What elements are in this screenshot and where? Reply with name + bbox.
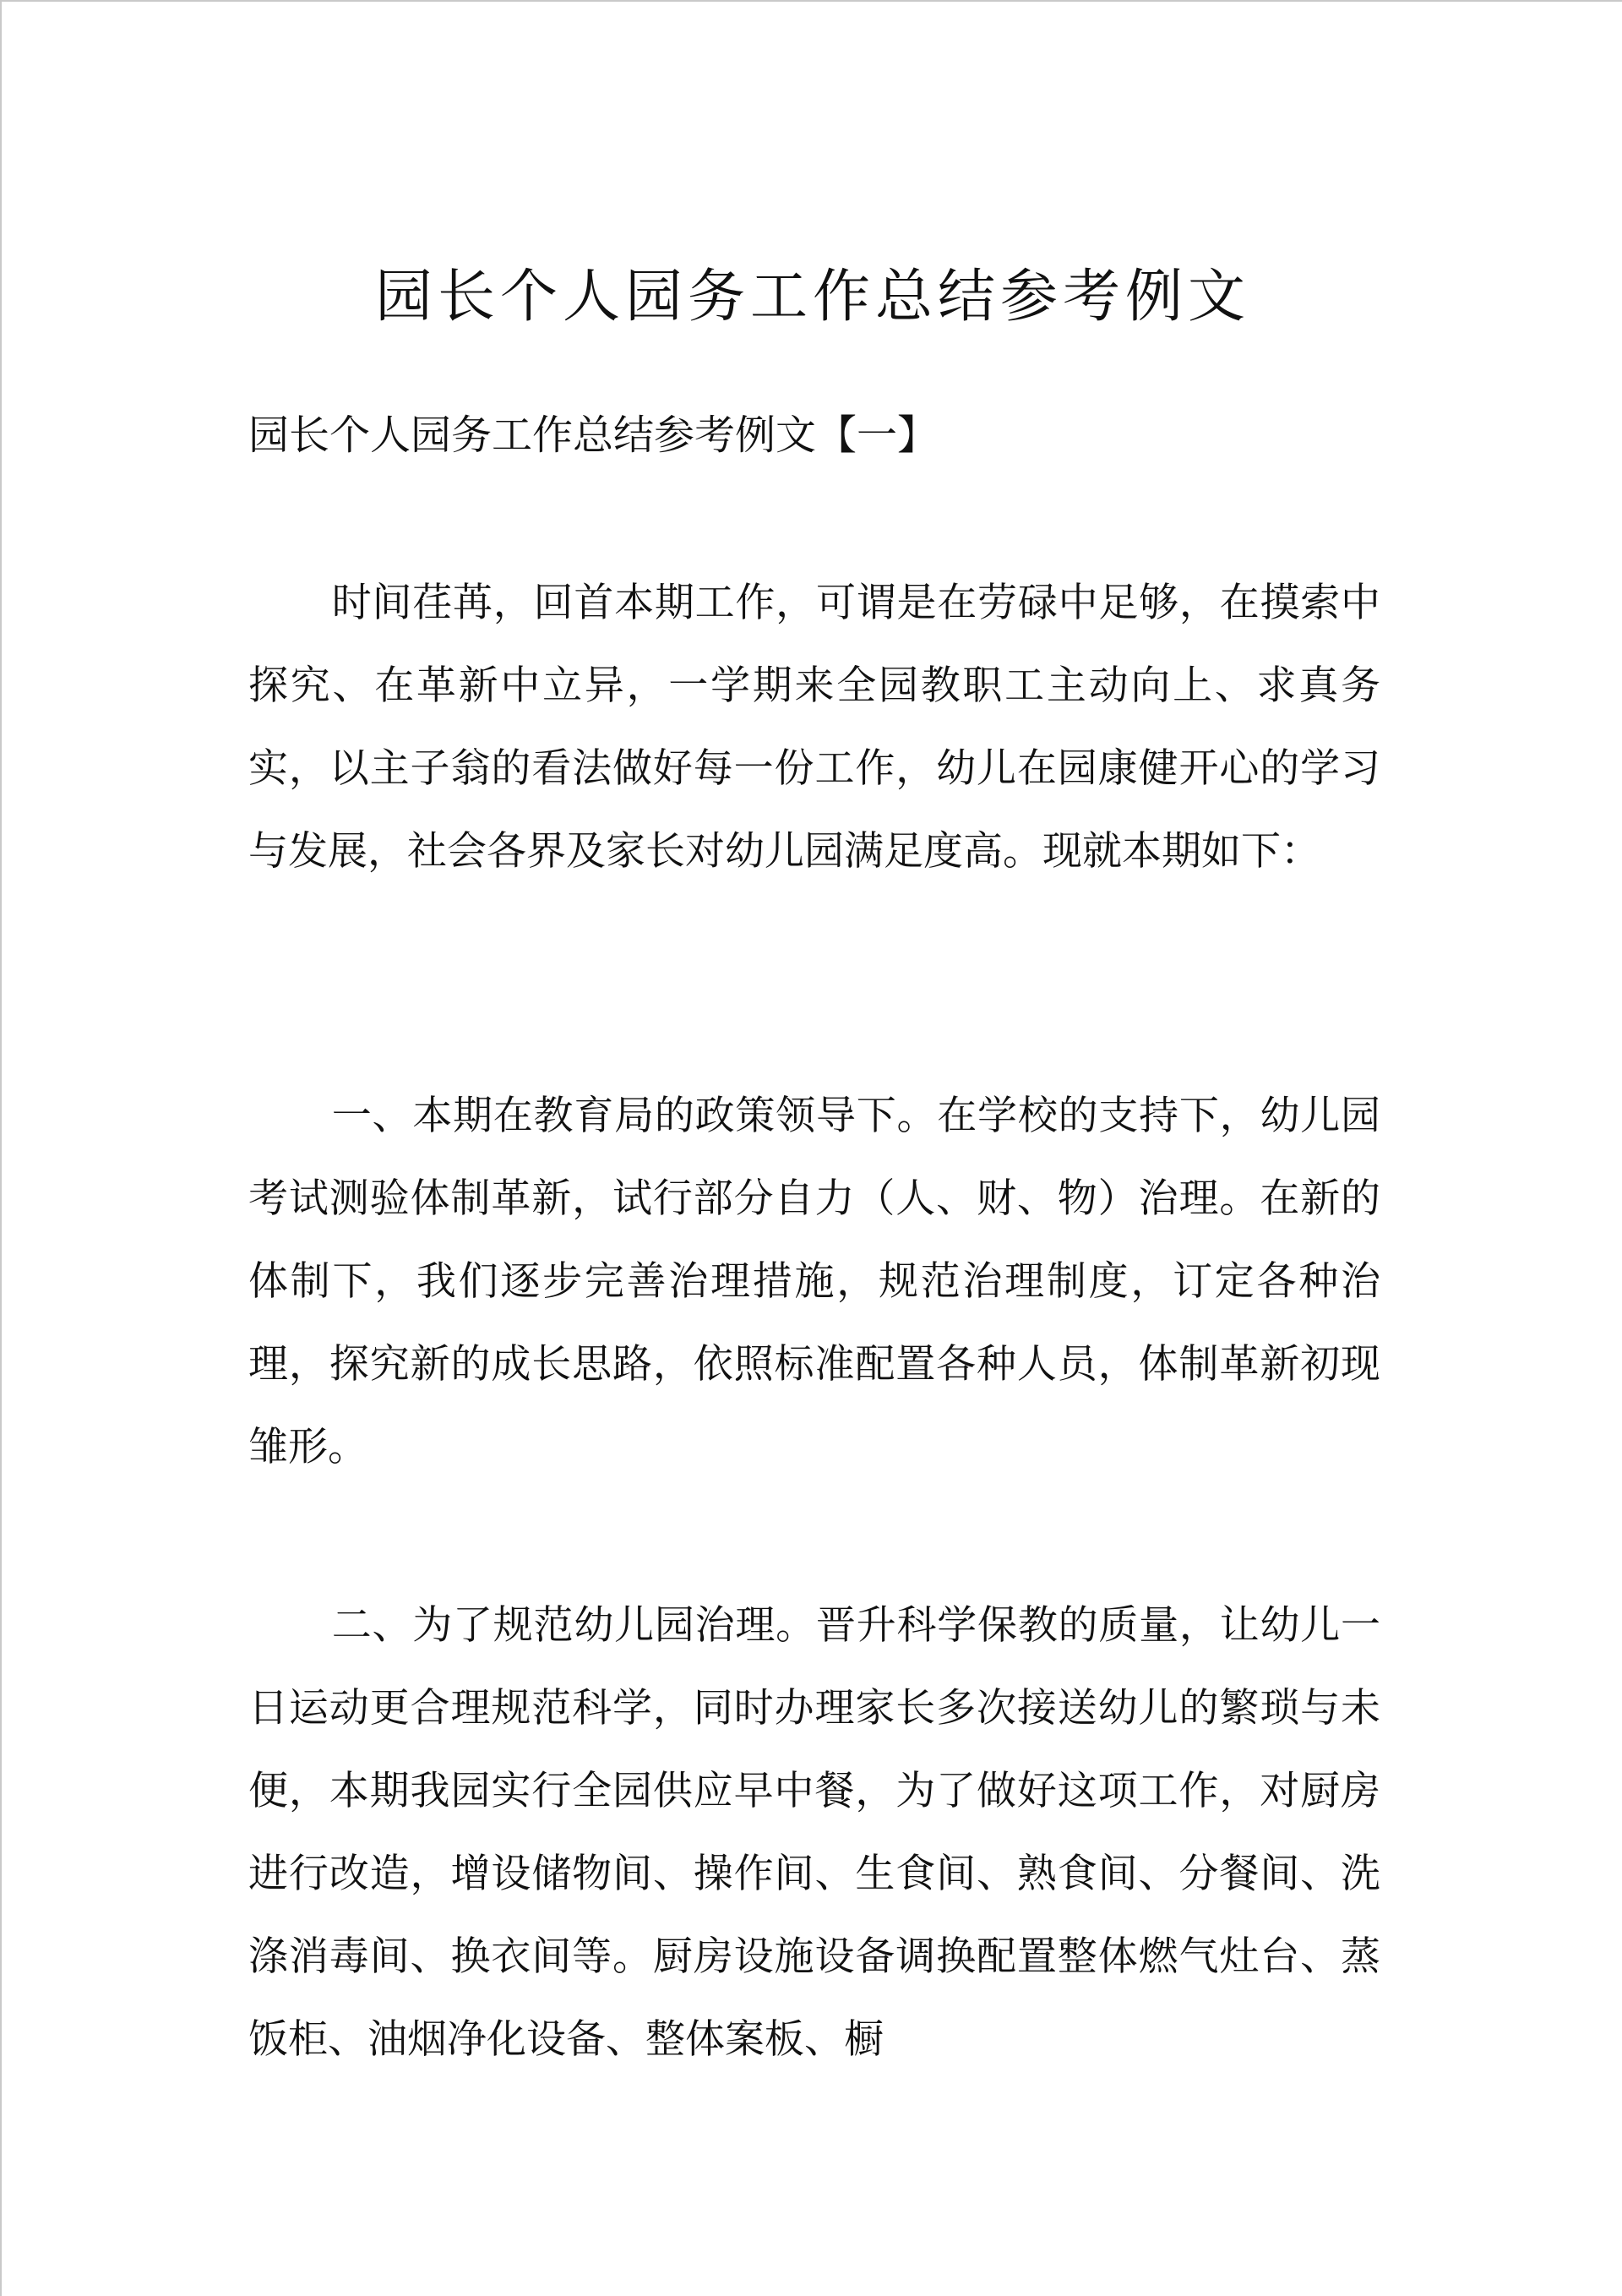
section-heading: 园长个人园务工作总结参考例文【一】: [248, 412, 939, 459]
paragraph-two: 二、为了规范幼儿园治理。晋升科学保教的质量，让幼儿一日运动更合理规范科学，同时办理家长多次接送幼儿的繁琐与未便，本期我园实行全园供应早中餐，为了做好这项工作，对厨房进行改造，增设储物间、操作间、生食间、熟食间、分餐间、洗涤消毒间、换衣间等。厨房设施设备调换配置整体燃气灶台、蒸饭柜、油烟净化设备、整体案板、橱: [248, 1602, 1380, 2063]
document-title: 园长个人园务工作总结参考例文: [374, 264, 1250, 330]
paragraph-intro: 时间荏苒，回首本期工作，可谓是在劳碌中足够，在摸索中探究、在革新中立异，一学期来全园教职工主动向上、求真务实，以主子翁的看法做好每一份工作，幼儿在园康健开心的学习与发展，社会各界及家长对幼儿园满足度高。现就本期如下：: [248, 580, 1380, 875]
paragraph-one: 一、本期在教育局的政策领导下。在学校的支持下，幼儿园考试测验体制革新，试行部分自力（人、财、物）治理。在新的体制下，我们逐步完善治理措施，规范治理制度，订定各种治理，探究新的成长思路，依照标准配置各种人员，体制革新初现雏形。: [248, 1093, 1380, 1470]
